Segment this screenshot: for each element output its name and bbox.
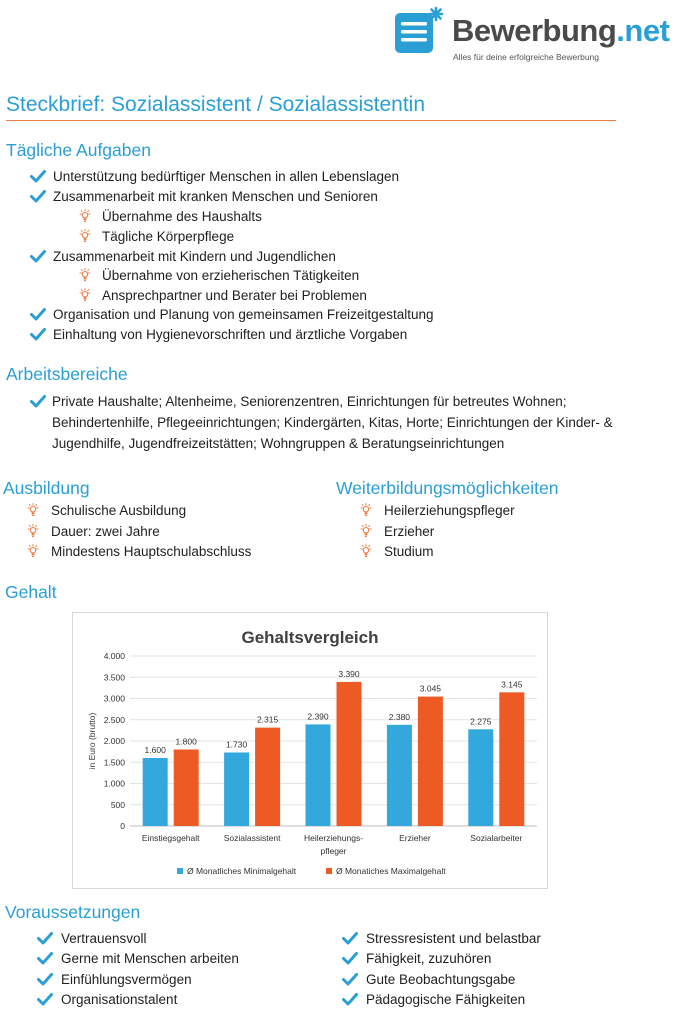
x-tick-label: Heilerziehungs- (303, 833, 364, 843)
legend-swatch-maximalgehalt (326, 868, 332, 874)
check-icon (342, 972, 358, 991)
bar-maximalgehalt (418, 697, 443, 826)
list-item-text: Einfühlungsvermögen (61, 972, 192, 987)
lightbulb-icon (360, 503, 372, 522)
list-item-text: Fähigkeit, zuzuhören (366, 951, 492, 966)
brand-wordmark (452, 14, 669, 48)
y-tick-label: 2.000 (103, 736, 125, 746)
legend-label: Ø Monatliches Minimalgehalt (187, 866, 297, 876)
title-divider (6, 120, 616, 121)
y-tick-label: 2.500 (103, 714, 125, 725)
bar-maximalgehalt (174, 750, 199, 827)
check-icon (342, 992, 358, 1011)
section-heading-taegliche-aufgaben: Tägliche Aufgaben (6, 140, 151, 160)
salary-chart-frame (72, 612, 548, 889)
list-item-text: Organisation und Planung von gemeinsamen Freizeitgestaltung (53, 307, 434, 322)
lightbulb-icon (79, 268, 91, 287)
x-tick-label: pfleger (320, 846, 347, 856)
check-icon (37, 931, 53, 950)
brand-tagline: Alles für deine erfolgreiche Bewerbung (453, 52, 600, 62)
brand-name-tld: .net (616, 13, 670, 48)
x-tick-label: Einstiegsgehalt (141, 833, 200, 843)
data-label: 3.045 (419, 683, 442, 694)
data-label: 3.145 (501, 679, 523, 690)
check-icon (37, 951, 53, 970)
y-tick-label: 1.000 (103, 778, 125, 789)
check-icon (30, 249, 46, 268)
check-icon (30, 394, 46, 408)
section-heading-arbeitsbereiche: Arbeitsbereiche (6, 364, 128, 384)
check-icon (30, 307, 46, 326)
list-item-text: Tägliche Körperpflege (102, 229, 235, 244)
check-icon (37, 992, 53, 1011)
list-item-text: Erzieher (384, 524, 435, 539)
lightbulb-icon (360, 544, 372, 563)
list-item-text: Organisationstalent (61, 992, 178, 1007)
list-item-text: Stressresistent und belastbar (366, 931, 541, 946)
data-label: 2.275 (470, 716, 492, 727)
list-item-text: Dauer: zwei Jahre (51, 524, 160, 539)
lightbulb-icon (360, 524, 372, 543)
bar-minimalgehalt (468, 729, 493, 826)
y-tick-label: 0 (120, 821, 125, 831)
legend-label: Ø Monatiches Maximalgehalt (336, 866, 446, 876)
list-item-text: Übernahme des Haushalts (102, 209, 262, 224)
section-heading-ausbildung: Ausbildung (3, 478, 90, 498)
check-icon (37, 972, 53, 991)
section-heading-voraussetzungen: Voraussetzungen (5, 902, 141, 922)
list-item-text: Übernahme von erzieherischen Tätigkeiten (102, 268, 360, 283)
bar-minimalgehalt (306, 724, 331, 826)
page-title: Steckbrief: Sozialassistent / Sozialassistentin (6, 93, 426, 116)
list-item-text: Unterstützung bedürftiger Menschen in allen Lebenslagen (53, 169, 399, 184)
bar-maximalgehalt (255, 728, 280, 826)
list-item-text: Mindestens Hauptschulabschluss (51, 544, 252, 559)
list-item-text: Zusammenarbeit mit kranken Menschen und Senioren (53, 189, 378, 204)
list-item-text: Pädagogische Fähigkeiten (366, 992, 526, 1007)
data-label: 2.315 (256, 714, 279, 725)
data-label: 1.800 (175, 736, 197, 747)
data-label: 3.390 (338, 668, 360, 679)
list-item-text: Ansprechpartner und Berater bei Problemen (102, 288, 367, 303)
bar-minimalgehalt (224, 752, 249, 826)
list-item-text: Einhaltung von Hygienevorschriften und ärztliche Vorgaben (53, 327, 408, 342)
check-icon (30, 169, 46, 188)
bar-maximalgehalt (337, 682, 362, 826)
bar-minimalgehalt (387, 725, 412, 826)
check-icon (342, 931, 358, 950)
data-label: 2.390 (307, 711, 329, 722)
section-heading-gehalt: Gehalt (5, 582, 57, 602)
y-tick-label: 3.000 (103, 693, 125, 704)
list-item-text: Heilerziehungspfleger (384, 503, 515, 518)
lightbulb-icon (79, 229, 91, 248)
y-tick-label: 4.000 (103, 651, 125, 661)
arbeitsbereiche-text: Private Haushalte; Altenheime, Seniorenzentren, Einrichtungen für betreutes Wohnen; Behindertenhilfe, Pflegeeinrichtungen; Kindergärten, Kitas, Horte; Einrichtungen der Kinder- & Jugendhilfe, Jugendfreizeitstätten; Wohngruppen & Beratungseinrichtungen (52, 394, 613, 451)
data-label: 1.730 (225, 739, 248, 750)
list-item-text: Schulische Ausbildung (51, 503, 187, 518)
x-tick-label: Sozialarbeiter (470, 833, 523, 843)
x-tick-label: Erzieher (399, 833, 431, 843)
check-icon (30, 327, 46, 346)
x-tick-label: Sozialassistent (223, 833, 281, 843)
y-tick-label: 500 (110, 799, 125, 810)
list-item-text: Zusammenarbeit mit Kindern und Jugendlichen (53, 249, 336, 264)
data-label: 1.600 (144, 745, 166, 755)
legend-swatch-minimalgehalt (177, 868, 183, 874)
brand-name-main: Bewerbung (452, 13, 617, 48)
check-icon (30, 189, 46, 208)
y-tick-label: 1.500 (103, 757, 125, 768)
lightbulb-icon (27, 544, 39, 563)
data-label: 2.380 (388, 711, 411, 722)
lightbulb-icon (27, 503, 39, 522)
y-axis-label: in Euro (brutto) (87, 712, 97, 770)
list-item-text: Gerne mit Menschen arbeiten (61, 951, 239, 966)
bar-maximalgehalt (499, 692, 524, 826)
brand-logo[interactable] (394, 6, 694, 66)
bar-minimalgehalt (143, 758, 168, 826)
lightbulb-icon (79, 209, 91, 228)
section-heading-weiterbildung: Weiterbildungsmöglichkeiten (336, 478, 559, 498)
list-item-text: Gute Beobachtungsgabe (366, 972, 516, 987)
list-item-text: Vertrauensvoll (61, 931, 147, 946)
list-item-text: Studium (384, 544, 434, 559)
document-logo-icon (394, 6, 444, 56)
lightbulb-icon (27, 524, 39, 543)
check-icon (342, 951, 358, 970)
y-tick-label: 3.500 (103, 672, 125, 683)
lightbulb-icon (79, 288, 91, 307)
chart-title: Gehaltsvergleich (241, 628, 379, 647)
salary-bar-chart (73, 613, 547, 888)
